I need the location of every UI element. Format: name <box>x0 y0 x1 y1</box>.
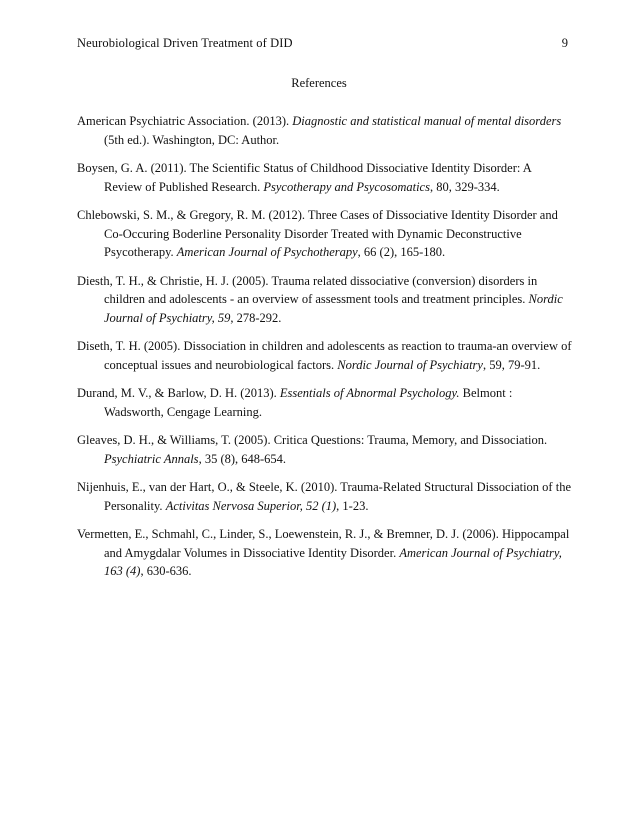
reference-source-title: American Journal of Psychotherapy <box>176 245 358 259</box>
reference-text: Belmont : Wadsworth, Cengage Learning. <box>104 386 513 419</box>
reference-source-title: Activitas Nervosa Superior, 52 (1) <box>165 498 337 513</box>
reference-source-title: Diagnostic and statistical manual of mental disorders <box>292 114 562 128</box>
reference-source-title: Psycotherapy and Psycosomatics <box>263 179 430 194</box>
reference-entry <box>77 112 572 149</box>
reference-source-title: Nordic Journal of Psychiatry, 59 <box>104 292 563 325</box>
references-heading: References <box>291 76 347 90</box>
reference-entry <box>77 478 572 515</box>
reference-entry <box>77 431 572 468</box>
running-head: Neurobiological Driven Treatment of DID <box>77 36 293 50</box>
reference-text: , 80, 329-334. <box>429 179 500 194</box>
reference-text: , 1-23. <box>336 498 369 513</box>
reference-text: Diesth, T. H., & Christie, H. J. (2005). Trauma related dissociative (conversion) disorders in children and adolescents - an overview of assessment tools and treatment principles. <box>77 273 538 306</box>
reference-text: Diseth, T. H. (2005). Dissociation in children and adolescents as reaction to trauma-an overview of conceptual issues and neurobiological factors. <box>77 339 572 372</box>
reference-source-title: Nordic Journal of Psychiatry <box>337 357 483 372</box>
reference-list <box>77 112 572 591</box>
reference-text: , 66 (2), 165-180. <box>357 245 446 259</box>
reference-text: , 59, 79-91. <box>482 357 541 372</box>
reference-text: , 630-636. <box>140 564 192 578</box>
reference-text: Boysen, G. A. (2011). The Scientific Status of Childhood Dissociative Identity Disorder: A Review of Published Research. <box>77 161 532 194</box>
reference-entry <box>77 337 572 374</box>
page-number: 9 <box>561 36 568 50</box>
reference-source-title: Essentials of Abnormal Psychology. <box>279 386 460 400</box>
reference-text: (5th ed.). Washington, DC: Author. <box>104 132 280 147</box>
reference-text: Durand, M. V., & Barlow, D. H. (2013). <box>77 386 280 400</box>
reference-entry <box>77 159 572 196</box>
reference-text: , 278-292. <box>230 310 282 325</box>
reference-entry <box>77 525 572 581</box>
reference-text: Nijenhuis, E., van der Hart, O., & Steele, K. (2010). Trauma-Related Structural Dissociation of the Personality. <box>77 480 571 513</box>
reference-text: Gleaves, D. H., & Williams, T. (2005). Critica Questions: Trauma, Memory, and Dissociation. <box>77 433 548 447</box>
reference-text: , 35 (8), 648-654. <box>198 451 287 466</box>
reference-source-title: American Journal of Psychiatry, 163 (4) <box>104 545 562 578</box>
reference-entry <box>77 272 572 328</box>
reference-entry <box>77 206 572 262</box>
reference-text: American Psychiatric Association. (2013). <box>77 114 293 128</box>
reference-entry <box>77 384 572 421</box>
reference-source-title: Psychiatric Annals <box>104 451 199 466</box>
reference-text: Vermetten, E., Schmahl, C., Linder, S., Loewenstein, R. J., & Bremner, D. J. (2006). Hippocampal and Amygdalar Volumes in Dissociative Identity Disorder. <box>77 527 570 560</box>
reference-text: Chlebowski, S. M., & Gregory, R. M. (2012). Three Cases of Dissociative Identity Disorder and Co-Occuring Boderline Personality Disorder Treated with Dynamic Deconstructive Psycotherapy. <box>77 208 558 259</box>
